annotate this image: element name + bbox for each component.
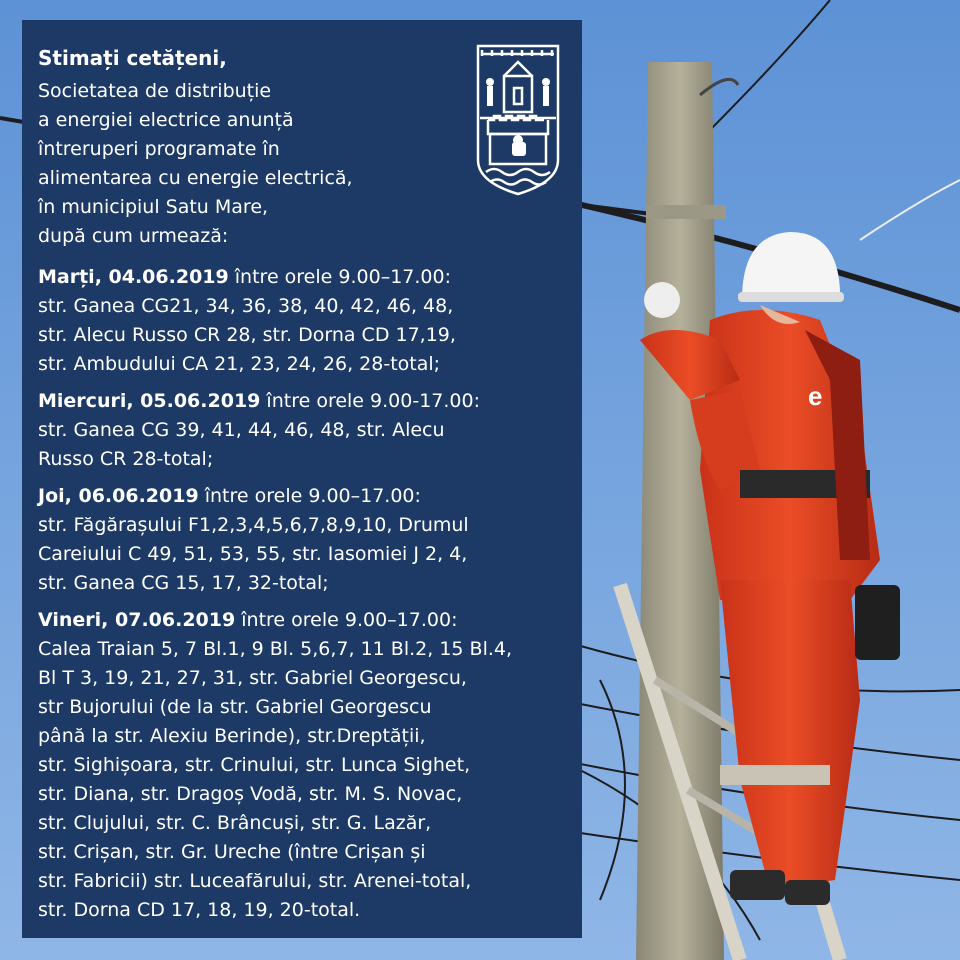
- intro-line: întreruperi programate în: [38, 138, 280, 160]
- street-line: str. Ganea CG 39, 41, 44, 46, 48, str. Alecu: [38, 419, 445, 441]
- outage-day-thursday: [38, 482, 568, 598]
- intro-line: Societatea de distribuție: [38, 80, 272, 102]
- street-line: Careiului C 49, 51, 53, 55, str. Iasomiei J 2, 4,: [38, 543, 468, 565]
- outage-date: Vineri, 07.06.2019: [38, 609, 236, 631]
- intro-line: după cum urmează:: [38, 225, 229, 247]
- street-line: până la str. Alexiu Berinde), str.Dreptății,: [38, 725, 426, 747]
- notice-greeting: Stimați cetățeni,: [38, 46, 227, 70]
- street-line: str. Ganea CG21, 34, 36, 38, 40, 42, 46, 48,: [38, 295, 454, 317]
- street-line: Russo CR 28-total;: [38, 448, 214, 470]
- outage-hours: între orele 9.00–17.00:: [235, 609, 458, 631]
- street-line: str. Sighișoara, str. Crinului, str. Lunca Sighet,: [38, 754, 471, 776]
- outage-date: Miercuri, 05.06.2019: [38, 390, 261, 412]
- city-coat-of-arms-icon: [474, 42, 562, 198]
- outage-date: Marți, 04.06.2019: [38, 266, 229, 288]
- street-line: str. Clujului, str. C. Brâncuși, str. G. Lazăr,: [38, 812, 432, 834]
- street-line: str Bujorului (de la str. Gabriel Georgescu: [38, 696, 432, 718]
- street-line: str. Făgărașului F1,2,3,4,5,6,7,8,9,10, Drumul: [38, 514, 469, 536]
- intro-line: a energiei electrice anunță: [38, 109, 294, 131]
- intro-line: alimentarea cu energie electrică,: [38, 167, 353, 189]
- outage-hours: între orele 9.00-17.00:: [260, 390, 480, 412]
- street-line: str. Dorna CD 17, 18, 19, 20-total.: [38, 899, 361, 921]
- outage-day-friday: [38, 606, 568, 925]
- svg-text:e: e: [808, 381, 823, 411]
- outage-hours: între orele 9.00–17.00:: [198, 485, 421, 507]
- street-line: Bl T 3, 19, 21, 27, 31, str. Gabriel Georgescu,: [38, 667, 467, 689]
- street-line: str. Ambudului CA 21, 23, 24, 26, 28-total;: [38, 353, 441, 375]
- notice-panel: [22, 20, 582, 938]
- outage-date: Joi, 06.06.2019: [38, 485, 199, 507]
- street-line: str. Diana, str. Dragoș Vodă, str. M. S. Novac,: [38, 783, 463, 805]
- street-line: str. Crișan, str. Gr. Ureche (între Crișan și: [38, 841, 426, 863]
- street-line: str. Alecu Russo CR 28, str. Dorna CD 17,19,: [38, 324, 456, 346]
- outage-day-tuesday: [38, 263, 568, 379]
- outage-hours: între orele 9.00–17.00:: [228, 266, 451, 288]
- street-line: str. Fabricii) str. Luceafărului, str. Arenei-total,: [38, 870, 472, 892]
- intro-line: în municipiul Satu Mare,: [38, 196, 269, 218]
- street-line: Calea Traian 5, 7 Bl.1, 9 Bl. 5,6,7, 11 Bl.2, 15 Bl.4,: [38, 638, 513, 660]
- outage-day-wednesday: [38, 387, 568, 474]
- street-line: str. Ganea CG 15, 17, 32-total;: [38, 572, 329, 594]
